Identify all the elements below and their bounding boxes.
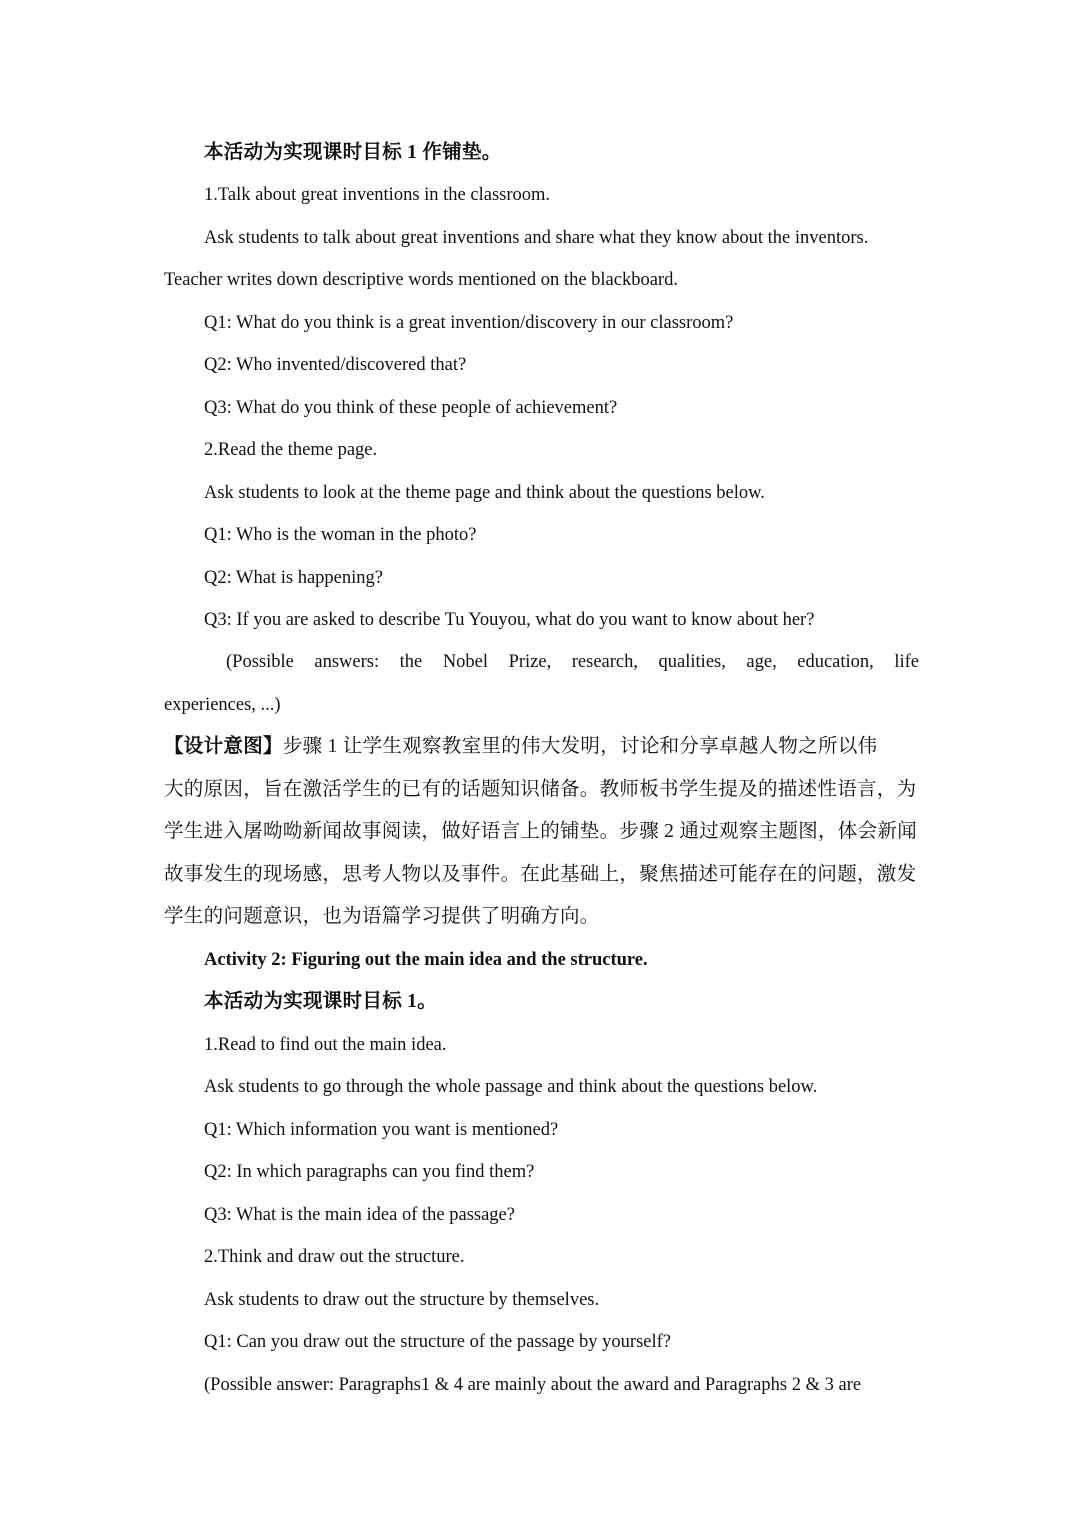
possible-answer-line: (Possible answer: Paragraphs1 & 4 are mainly about the award and Paragraphs 2 & 3 are (204, 1375, 862, 1395)
design-intent-line (164, 735, 919, 759)
question-line: Q1: Which information you want is mentioned? (204, 1120, 559, 1140)
possible-answers-line: (Possible answers: the Nobel Prize, research, qualities, age, education, life (226, 652, 919, 672)
paragraph-line: Ask students to talk about great inventions and share what they know about the inventors. (204, 228, 869, 248)
step-heading: 1.Talk about great inventions in the classroom. (204, 185, 551, 205)
question-line: Q2: Who invented/discovered that? (204, 355, 467, 375)
question-line: Q2: In which paragraphs can you find them? (204, 1162, 535, 1182)
paragraph-line: Ask students to go through the whole passage and think about the questions below. (204, 1077, 818, 1097)
design-intent-line: 故事发生的现场感，思考人物以及事件。在此基础上，聚焦描述可能存在的问题，激发 (164, 864, 917, 885)
paragraph-line: Teacher writes down descriptive words mentioned on the blackboard. (164, 270, 678, 290)
design-intent-line: 学生的问题意识，也为语篇学习提供了明确方向。 (164, 906, 600, 927)
question-line: Q1: What do you think is a great invention/discovery in our classroom? (204, 313, 734, 333)
design-intent-label: 【设计意图】 (164, 736, 283, 757)
question-line: Q3: If you are asked to describe Tu Youyou, what do you want to know about her? (204, 610, 815, 630)
design-intent-text: 步骤 1 让学生观察教室里的伟大发明，讨论和分享卓越人物之所以伟 (282, 736, 878, 757)
question-line: Q2: What is happening? (204, 568, 383, 588)
objective-note: 本活动为实现课时目标 1 作铺垫。 (204, 142, 502, 163)
question-line: Q1: Can you draw out the structure of the passage by yourself? (204, 1332, 671, 1352)
design-intent-line: 大的原因，旨在激活学生的已有的话题知识储备。教师板书学生提及的描述性语言，为 (164, 779, 917, 800)
question-line: Q1: Who is the woman in the photo? (204, 525, 477, 545)
activity-heading: Activity 2: Figuring out the main idea and the structure. (204, 950, 648, 970)
design-intent-line: 学生进入屠呦呦新闻故事阅读，做好语言上的铺垫。步骤 2 通过观察主题图，体会新闻 (164, 821, 918, 842)
step-heading: 2.Think and draw out the structure. (204, 1247, 465, 1267)
question-line: Q3: What do you think of these people of achievement? (204, 398, 618, 418)
step-heading: 1.Read to find out the main idea. (204, 1035, 447, 1055)
question-line: Q3: What is the main idea of the passage? (204, 1205, 515, 1225)
objective-note: 本活动为实现课时目标 1。 (204, 991, 438, 1012)
step-heading: 2.Read the theme page. (204, 440, 378, 460)
paragraph-line: Ask students to draw out the structure by themselves. (204, 1290, 600, 1310)
possible-answers-line: experiences, ...) (164, 695, 281, 715)
paragraph-line: Ask students to look at the theme page and think about the questions below. (204, 483, 765, 503)
